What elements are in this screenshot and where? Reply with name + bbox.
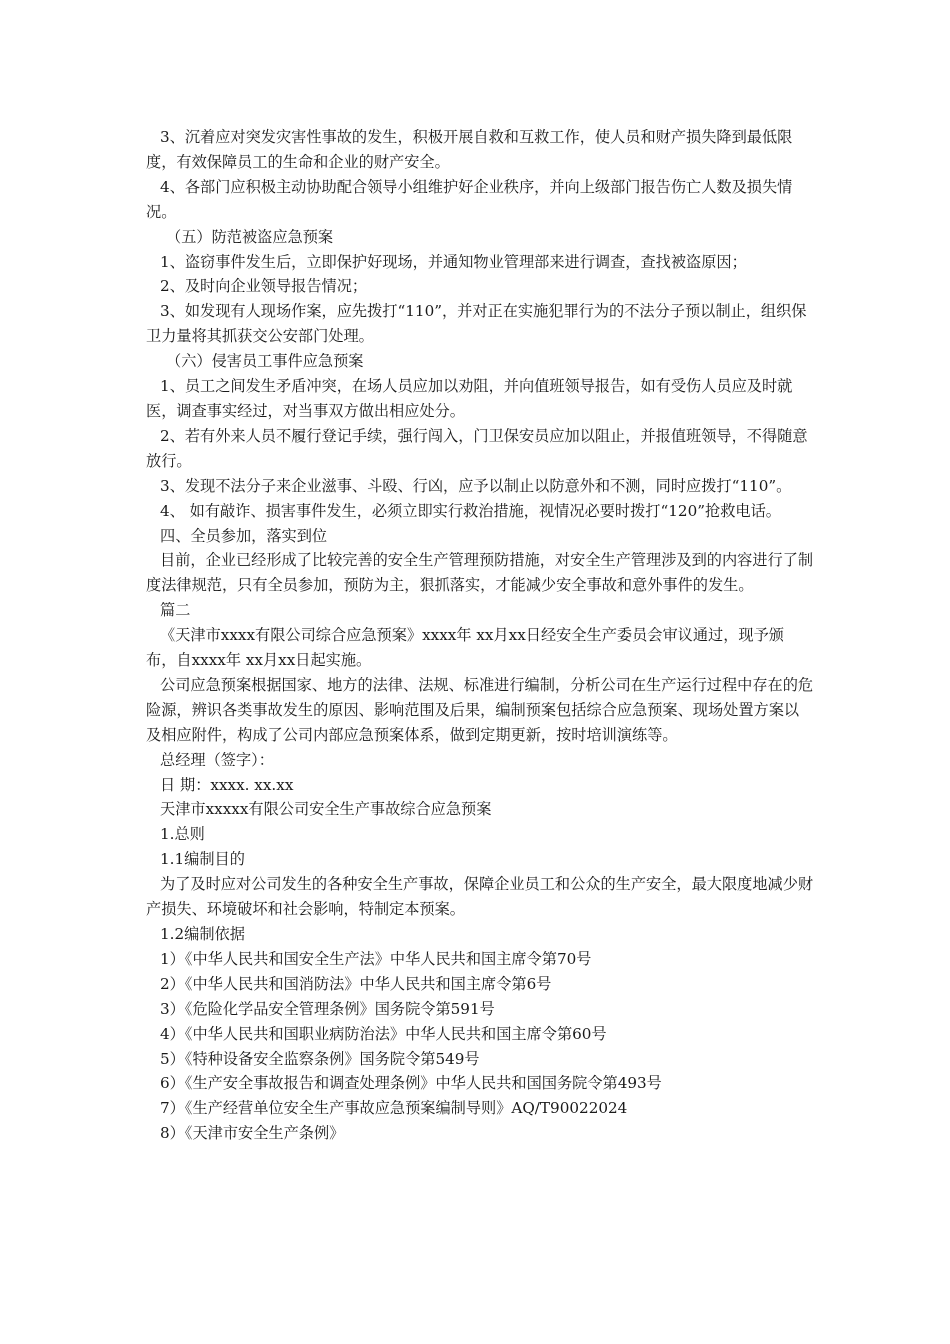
list-item: 8）《天津市安全生产条例》 [160,1124,345,1143]
paragraph: 1、盗窃事件发生后，立即保护好现场，并通知物业管理部来进行调查，查找被盗原因； [160,252,747,271]
paragraph: 2、若有外来人员不履行登记手续，强行闯入，门卫保安员应加以阻止，并报值班领导，不得随意放行。 [146,426,808,470]
paragraph: 3、发现不法分子来企业滋事、斗殴、行凶，应予以制止以防意外和不测，同时应拨打“110”。 [160,476,792,495]
document-title: 天津市xxxxx有限公司安全生产事故综合应急预案 [160,800,492,819]
list-item: 1）《中华人民共和国安全生产法》中华人民共和国主席令第70号 [160,949,592,968]
subsection-heading: 1.2编制依据 [160,925,245,943]
list-item: 4）《中华人民共和国职业病防治法》中华人民共和国主席令第60号 [160,1024,607,1043]
subsection-heading: 1.1编制目的 [160,850,245,869]
section-heading: 1.总则 [160,825,205,844]
paragraph: 《天津市xxxx有限公司综合应急预案》xxxx年 xx月xx日经安全生产委员会审议通过，现予颁布，自xxxx年 xx月xx日起实施。 [146,626,784,670]
paragraph: 公司应急预案根据国家、地方的法律、法规、标准进行编制，分析公司在生产运行过程中存在的危险源，辨识各类事故发生的原因、影响范围及后果，编制预案包括综合应急预案、现场处置方案以及相应附件，构成了公司内部应急预案体系，做到定期更新，按时培训演练等。 [146,675,814,744]
list-item: 5）《特种设备安全监察条例》国务院令第549号 [160,1049,480,1068]
signature-line: 总经理（签字）： [160,750,274,769]
section-heading: （六）侵害员工事件应急预案 [166,352,364,371]
document-body [146,125,814,1146]
list-item: 7）《生产经营单位安全生产事故应急预案编制导则》AQ/T90022024 [160,1099,628,1118]
section-heading: （五）防范被盗应急预案 [166,227,334,246]
list-item: 6）《生产安全事故报告和调查处理条例》中华人民共和国国务院令第493号 [160,1074,662,1093]
date-line: 日 期：xxxx. xx.xx [160,775,294,794]
list-item: 3）《危险化学品安全管理条例》国务院令第591号 [160,999,495,1018]
paragraph: 1、员工之间发生矛盾冲突，在场人员应加以劝阻，并向值班领导报告，如有受伤人员应及时就医，调查事实经过，对当事双方做出相应处分。 [146,377,793,420]
paragraph: 4、 如有敲诈、损害事件发生，必须立即实行救治措施，视情况必要时拨打“120”抢救电话。 [160,501,781,520]
paragraph: 2、及时向企业领导报告情况； [160,277,368,296]
section-heading: 篇二 [160,601,191,620]
paragraph: 目前，企业已经形成了比较完善的安全生产管理预防措施，对安全生产管理涉及到的内容进行了制度法律规范，只有全员参加，预防为主，狠抓落实，才能减少安全事故和意外事件的发生。 [146,551,814,595]
paragraph: 为了及时应对公司发生的各种安全生产事故，保障企业员工和公众的生产安全，最大限度地减少财产损失、环境破坏和社会影响，特制定本预案。 [146,875,814,919]
paragraph: 4、各部门应积极主动协助配合领导小组维护好企业秩序，并向上级部门报告伤亡人数及损失情况。 [146,177,793,221]
list-item: 2）《中华人民共和国消防法》中华人民共和国主席令第6号 [160,974,552,993]
section-heading: 四、全员参加，落实到位 [160,526,328,545]
paragraph: 3、如发现有人现场作案，应先拨打“110”，并对正在实施犯罪行为的不法分子预以制止，组织保卫力量将其抓获交公安部门处理。 [146,302,807,346]
paragraph: 3、沉着应对突发灾害性事故的发生，积极开展自救和互救工作，使人员和财产损失降到最低限度，有效保障员工的生命和企业的财产安全。 [146,128,793,171]
